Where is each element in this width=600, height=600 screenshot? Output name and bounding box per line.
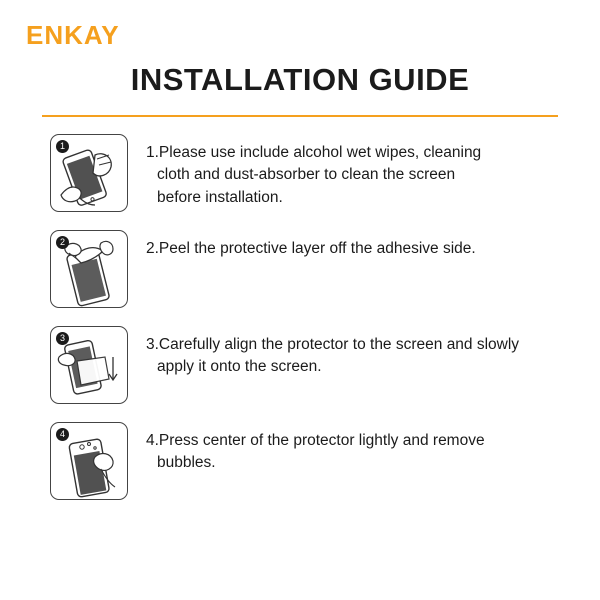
step-text-2 <box>146 230 476 260</box>
step-line-2: apply it onto the screen. <box>157 358 322 376</box>
step-line-2: bubbles. <box>157 454 216 472</box>
step-badge: 2 <box>56 236 69 249</box>
list-item <box>0 230 600 308</box>
step-line-1: 2.Peel the protective layer off the adhesive side. <box>146 240 476 257</box>
step-text-3 <box>146 326 519 379</box>
list-item <box>0 326 600 404</box>
step-badge: 1 <box>56 140 69 153</box>
step-text-1 <box>146 134 481 209</box>
step-line-3: before installation. <box>157 188 283 206</box>
step-text-4 <box>146 422 485 475</box>
list-item <box>0 134 600 212</box>
step-illustration-3 <box>50 326 128 404</box>
step-line-1: 1.Please use include alcohol wet wipes, cleaning <box>146 144 482 161</box>
step-illustration-2 <box>50 230 128 308</box>
steps-list <box>0 134 600 518</box>
step-line-1: 4.Press center of the protector lightly and remove <box>146 432 485 449</box>
step-line-2: cloth and dust-absorber to clean the screen <box>157 166 456 184</box>
step-badge: 3 <box>56 332 69 345</box>
list-item <box>0 422 600 500</box>
step-badge: 4 <box>56 428 69 441</box>
step-line-1: 3.Carefully align the protector to the screen and slowly <box>146 336 520 353</box>
brand-logo: ENKAY <box>26 20 120 50</box>
step-illustration-4 <box>50 422 128 500</box>
page-title-block <box>0 62 600 98</box>
step-illustration-1 <box>50 134 128 212</box>
title-divider <box>42 115 558 117</box>
page-title: INSTALLATION GUIDE <box>130 62 470 97</box>
